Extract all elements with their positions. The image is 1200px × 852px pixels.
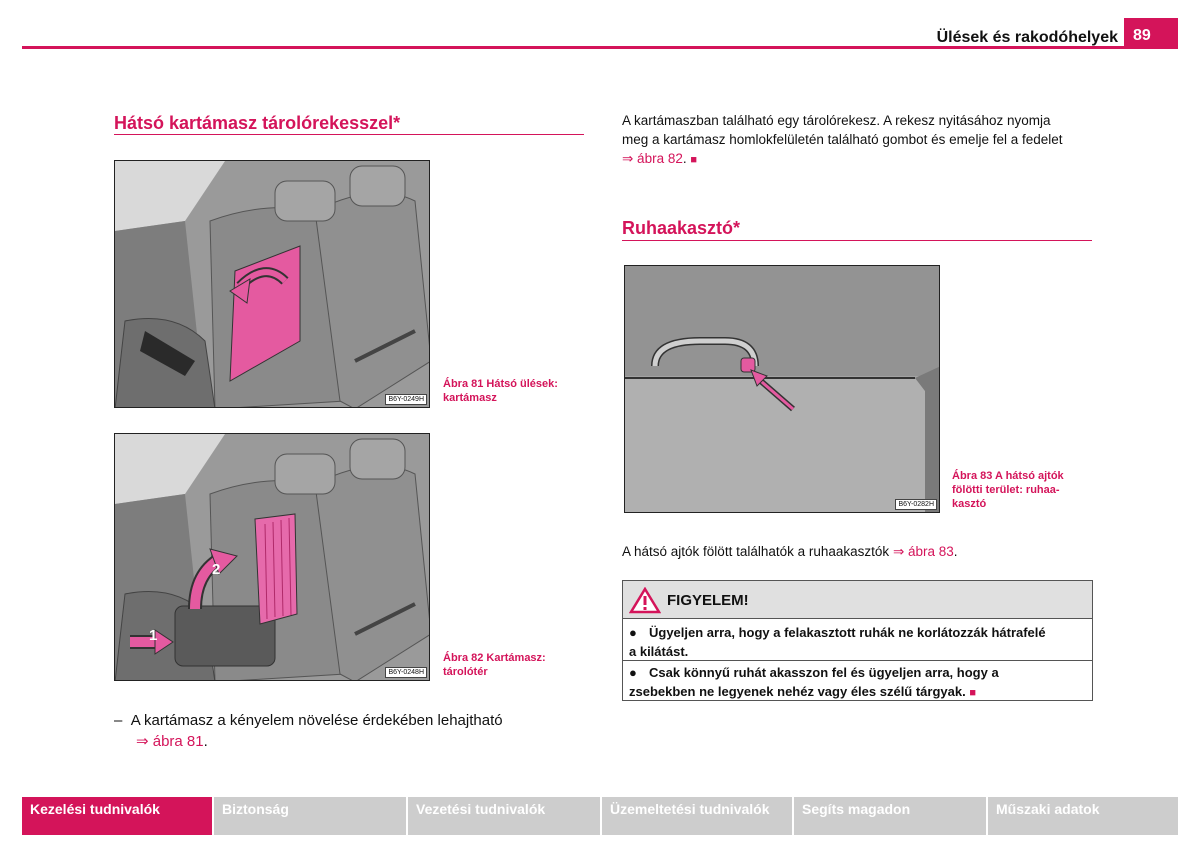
step-text: A kartámasz a kényelem növelése érdekében lehajtható xyxy=(130,712,503,729)
warning-item-2-line-2: zsebekben ne legyenek nehéz vagy éles szélű tárgyak. xyxy=(629,684,966,699)
bullet: ● xyxy=(629,625,637,640)
header-rule xyxy=(22,46,1178,49)
section-heading-armrest: Hátsó kartámasz tárolórekesszel* xyxy=(114,113,401,133)
warning-item-2-line-1: Csak könnyű ruhát akasszon fel és ügyeljen arra, hogy a xyxy=(649,665,999,680)
caption-line: tárolótér xyxy=(443,666,488,678)
caption-line: kartámasz xyxy=(443,392,497,404)
hooks-end: . xyxy=(953,544,958,559)
nav-tab-technical-data[interactable]: Műszaki adatok xyxy=(988,797,1178,835)
figure-code: B6Y-0248H xyxy=(385,667,427,678)
coat-hook-paragraph xyxy=(622,542,958,561)
warning-box xyxy=(622,580,1093,701)
figure-82-caption xyxy=(443,651,546,679)
intro-line-1: A kartámaszban található egy tárolórekesz. A rekesz nyitásához nyomja xyxy=(622,113,1051,128)
figure-83-coat-hook xyxy=(624,265,940,513)
section-rule xyxy=(622,240,1092,241)
warning-item-2 xyxy=(629,663,1089,703)
caption-line: Ábra 83 A hátsó ajtók xyxy=(952,470,1064,482)
warning-separator xyxy=(623,660,1092,661)
section-rule xyxy=(114,134,584,135)
caption-line: fölötti terület: ruhaa- xyxy=(952,484,1060,496)
figure-82-armrest-storage xyxy=(114,433,430,681)
figure-83-caption xyxy=(952,469,1064,511)
intro-line-2: meg a kartámasz homlokfelületén található gombot és emelje fel a fedelet xyxy=(622,132,1063,147)
nav-tab-driving-info[interactable]: Vezetési tudnivalók xyxy=(408,797,600,835)
caption-line: Ábra 82 Kartámasz: xyxy=(443,652,546,664)
warning-header xyxy=(623,581,1092,619)
warning-item-1-line-2: a kilátást. xyxy=(629,644,689,659)
caption-line: kasztó xyxy=(952,498,987,510)
end-marker: ■ xyxy=(969,687,976,699)
nav-tab-safety[interactable]: Biztonság xyxy=(214,797,406,835)
figure-code: B6Y-0282H xyxy=(895,499,937,510)
marker-2: 2 xyxy=(212,561,221,578)
chapter-title: Ülések és rakodóhelyek xyxy=(936,29,1118,46)
marker-1: 1 xyxy=(149,627,158,644)
hooks-text: A hátsó ajtók fölött találhatók a ruhaakasztók xyxy=(622,544,890,559)
figure-82-link[interactable]: ⇒ ábra 82 xyxy=(622,151,683,166)
coat-hook-illustration xyxy=(625,266,940,513)
end-marker: ■ xyxy=(690,154,698,166)
step-dash: – xyxy=(114,712,123,729)
section-heading-coat-hook: Ruhaakasztó* xyxy=(622,218,741,238)
warning-title: FIGYELEM! xyxy=(667,592,749,609)
nav-tab-self-help[interactable]: Segíts magadon xyxy=(794,797,986,835)
figure-81-link[interactable]: ⇒ ábra 81 xyxy=(136,733,204,750)
bullet: ● xyxy=(629,665,637,680)
figure-81-caption xyxy=(443,377,558,405)
nav-tab-operating-info[interactable]: Kezelési tudnivalók xyxy=(22,797,212,835)
caption-line: Ábra 81 Hátsó ülések: xyxy=(443,378,558,390)
nav-tab-operation-info[interactable]: Üzemeltetési tudnivalók xyxy=(602,797,792,835)
intro-end: . xyxy=(682,151,687,166)
warning-triangle-icon xyxy=(629,587,661,614)
seat-illustration-82 xyxy=(115,434,430,681)
page-number: 89 xyxy=(1124,18,1178,49)
intro-paragraph xyxy=(622,111,1102,170)
figure-83-link[interactable]: ⇒ ábra 83 xyxy=(892,544,954,559)
step-instruction xyxy=(114,710,594,752)
figure-code: B6Y-0249H xyxy=(385,394,427,405)
warning-item-1-line-1: Ügyeljen arra, hogy a felakasztott ruhák ne korlátozzák hátrafelé xyxy=(649,625,1046,640)
seat-illustration-81 xyxy=(115,161,430,408)
step-end: . xyxy=(203,733,208,750)
warning-item-1 xyxy=(629,623,1089,661)
figure-81-rear-seat-armrest xyxy=(114,160,430,408)
